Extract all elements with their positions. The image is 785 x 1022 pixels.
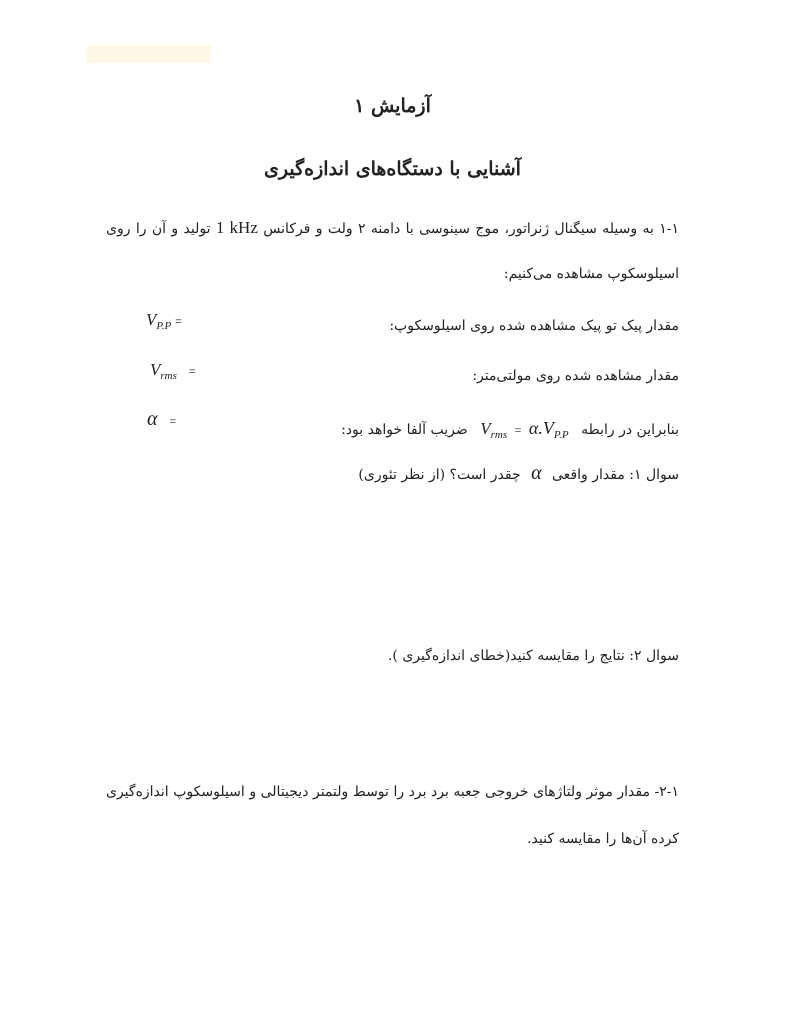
question-2: سوال ۲: نتایج را مقایسه کنید(خطای اندازه‌گیری ). <box>387 648 679 664</box>
section2-line1: ۲-۱- مقدار موثر ولتاژهای خروجی جعبه برد برد را توسط ولتمتر دیجیتالی و اسیلوسکوپ اندازه‌گیری <box>106 784 679 800</box>
alpha-equals: = <box>169 414 177 428</box>
section2-line2: کرده آن‌ها را مقایسه کنید. <box>527 831 679 847</box>
question1-alpha: α <box>531 462 542 484</box>
relation-rms-subscript: rms <box>490 429 508 441</box>
question1-alpha-wrap <box>531 462 542 485</box>
vpp-symbol: V <box>146 310 157 329</box>
section1-line1 <box>106 218 679 238</box>
section1-line1-after: تولید و آن را روی <box>106 221 211 237</box>
relation-v-symbol: V <box>480 419 491 438</box>
question-1 <box>358 462 679 485</box>
vrms-subscript: rms <box>160 370 177 382</box>
relation-alpha-vpp: α.V <box>528 418 554 438</box>
relation-prefix: بنابراین در رابطه <box>581 422 679 438</box>
alpha-symbol: α <box>147 408 158 430</box>
relation-suffix: ضریب آلفا خواهد بود: <box>341 422 468 438</box>
vrms-symbol: V <box>150 360 161 379</box>
highlight-strip <box>87 45 211 63</box>
page-title: آزمایش ۱ <box>354 95 431 117</box>
question1-suffix: چقدر است؟ (از نظر تئوری) <box>358 467 521 483</box>
section1-line1-before: ۱-۱ به وسیله سیگنال ژنراتور، موج سینوسی با دامنه ۲ ولت و فرکانس <box>263 221 680 237</box>
relation-equals: = <box>514 423 522 437</box>
peak-to-peak-label: مقدار پیک تو پیک مشاهده شده روی اسیلوسکوپ: <box>389 318 679 334</box>
vpp-formula <box>146 310 182 330</box>
relation-pp-subscript: P.P <box>553 429 569 441</box>
section1-line2: اسیلوسکوپ مشاهده می‌کنیم: <box>503 266 679 282</box>
page-subtitle: آشنایی با دستگاه‌های اندازه‌گیری <box>264 158 521 180</box>
relation-line <box>341 418 679 439</box>
question1-prefix: سوال ۱: مقدار واقعی <box>552 467 679 483</box>
frequency-value: 1 kHz <box>215 218 258 237</box>
alpha-formula <box>147 408 176 431</box>
vrms-equals: = <box>188 364 196 378</box>
vrms-formula <box>150 360 196 380</box>
relation-formula <box>480 418 568 439</box>
vpp-equals: = <box>175 314 182 328</box>
vpp-subscript: P.P <box>156 320 172 332</box>
rms-label: مقدار مشاهده شده روی مولتی‌متر: <box>472 368 679 384</box>
